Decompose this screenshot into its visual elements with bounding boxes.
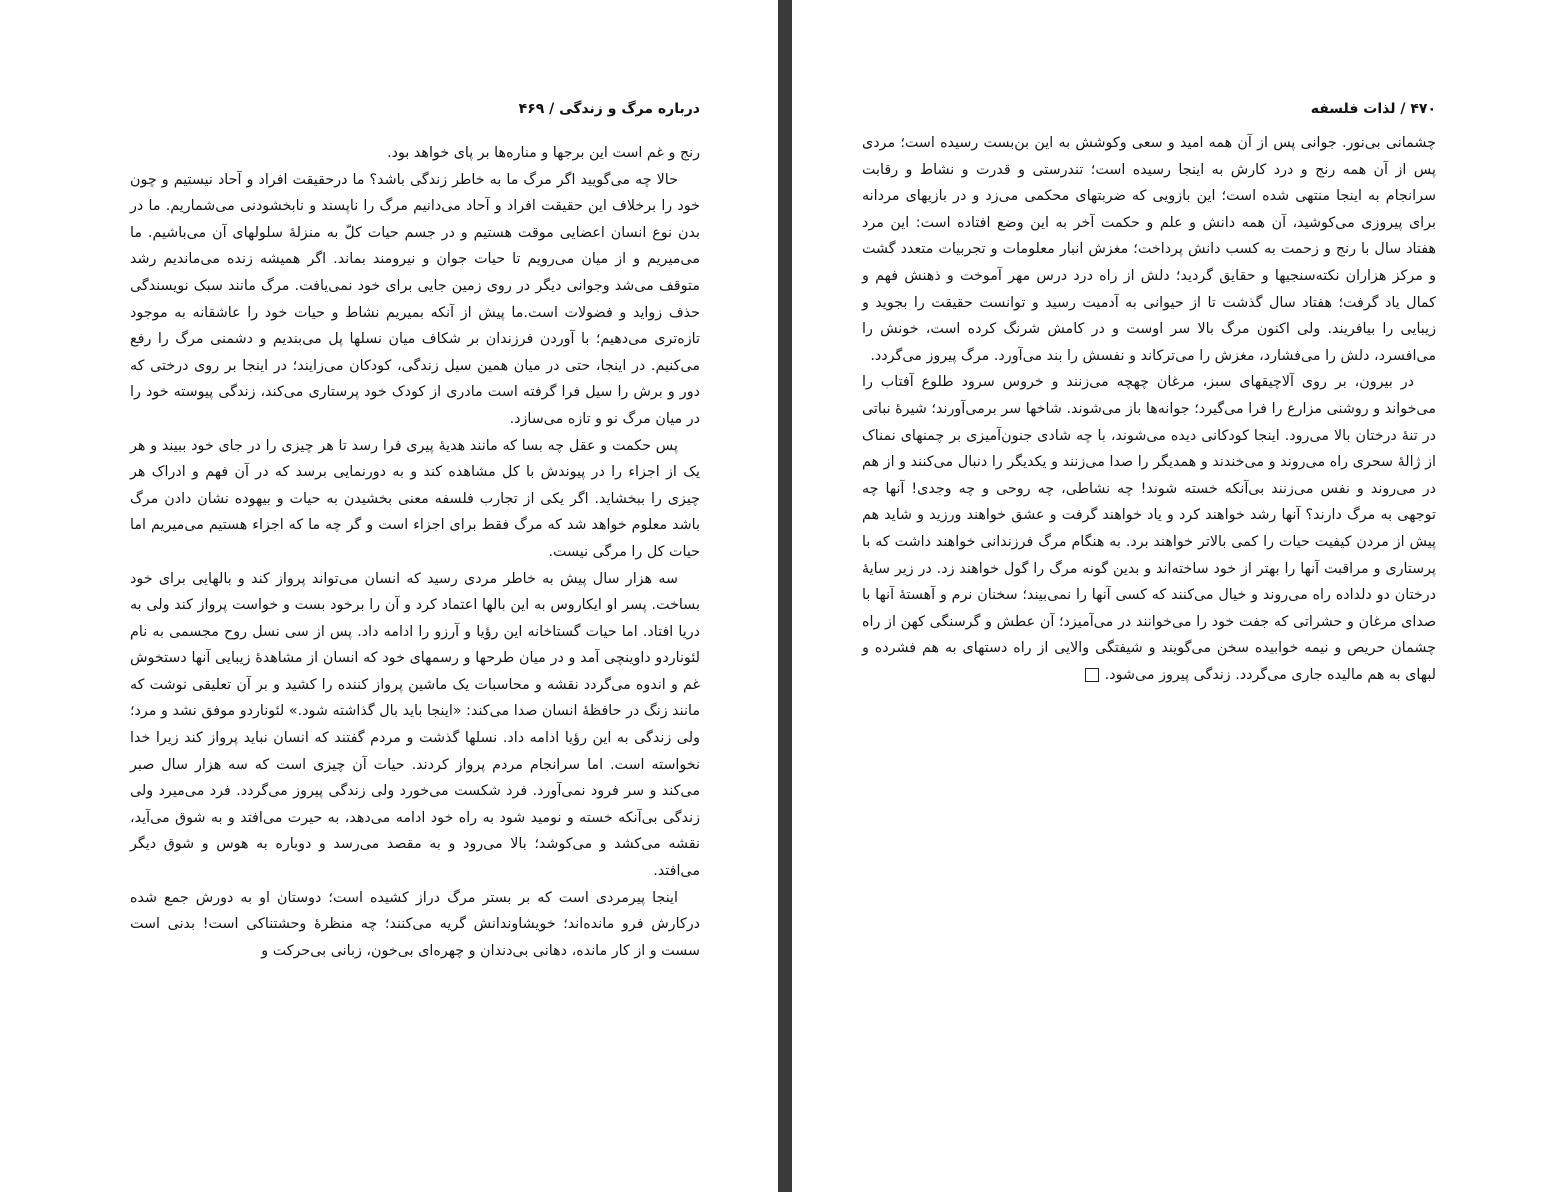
right-paragraph-2-text: در بیرون، بر روی آلاچیقهای سبز، مرغان چهچه می‌زنند و خروس سرود طلوع آفتاب را می‌خواند و روشنی مزارع را فرا می‌گیرد؛ جوانه‌ها باز می‌شوند. شاخها سر برمی‌آورند؛ شیرهٔ نباتی در تنهٔ درختان بالا می‌رود. اینجا کودکانی دیده می‌شوند، با چه شادی جنون‌آمیزی بر چمنهای نمناک از ژالهٔ سحری راه می‌روند و می‌خندند و همدیگر را صدا می‌زنند و یکدیگر را دنبال می‌کنند و از هم در می‌روند و نفس می‌زنند بی‌آنکه خسته شوند! چه نشاطی، چه روحی و چه وجدی! آنها چه توجهی به مرگ دارند؟ آنها رشد خواهند کرد و یاد خواهند گرفت و عشق خواهند ورزید و شاید هم پیش از مردن کیفیت حیات را کمی بالاتر خواهند برد. به هنگام مرگ فرزندانی خواهند داشت که با پرستاری و مراقبت آنها را بهتر از خود ساخته‌اند و بدین گونه مرگ را گول خواهند زد. در زیر سایهٔ درختان دو دلداده راه می‌روند و خیال می‌کنند که کسی آنها را نمی‌بیند؛ سخنان نرم و آهستهٔ آنها با صدای مرغان و حشراتی که جفت خود را می‌خوانند در می‌آمیزد؛ آن عطش و گرسنگی کهن از راه چشمان حریص و نیمه خوابیده سخن می‌گویند و شیفتگی والایی از راه دستهای به هم فشرده و لبهای به هم مالیده جاری می‌گردد. زندگی پیروز می‌شود. [862,374,1436,683]
left-paragraph-2: حالا چه می‌گویید اگر مرگ ما به خاطر زندگی باشد؟ ما درحقیقت افراد و آحاد نیستیم و چون خود را برخلاف این حقیقت افراد و آحاد می‌دانیم مرگ را ناپسند و نابخشودنی می‌شماریم. ما در بدن نوع انسان اعضایی موقت هستیم و در جسم حیات کلّ به منزلهٔ سلولهای آن می‌باشیم. ما می‌میریم و از میان می‌رویم تا حیات جوان و نیرومند بماند. اگر همیشه زنده می‌ماندیم رشد متوقف می‌شد وجوانی دیگر در روی زمین جایی برای خود نمی‌یافت. مرگ مانند سبک نویسندگی حذف زواید و فضولات است.ما پیش از آنکه بمیریم نشاط و حیات خود را عاشقانه به موجود تازه‌تری می‌دهیم؛ با آوردن فرزندان بر شکاف میان نسلها پل می‌بندیم و دشمنی مرگ را رفع می‌کنیم. در اینجا، حتی در میان همین سیل زندگی، کودکان می‌زایند؛ در اینجا بر روی درختی که دور و برش را سیل فرا گرفته است مادری از کودک خود پرستاری می‌کند، زندگی پیوسته خود را در میان مرگ نو و تازه می‌سازد. [130,171,700,427]
right-page-header: ۴۷۰ / لذات فلسفه [1310,101,1436,117]
end-of-chapter-mark [1085,668,1099,682]
right-paragraph-1: چشمانی بی‌نور. جوانی پس از آن همه امید و سعی وکوشش به این بن‌بست رسیده است؛ مردی پس از آن همه رنج و درد کارش به اینجا رسیده است؛ تندرستی و قدرت و نشاط و رقابت سرانجام به اینجا منتهی شده است؛ این بازویی که ضربتهای محکمی می‌زد و در بازیهای مردانه برای پیروزی می‌کوشید، آن همه دانش و علم و حکمت آخر به این وضع افتاده است: این مرد هفتاد سال با رنج و زحمت به کسب دانش پرداخت؛ مغزش انبار معلومات و تجربیات متعدد گشت و مرکز هزاران نکته‌سنجیها و حقایق گردید؛ دلش از راه درد درس مهر آموخت و ذهنش فهم و کمال یاد گرفت؛ هفتاد سال گذشت تا از حیوانی به آدمیت رسید و توانست حقیقت را بجوید و زیبایی را بیافریند. ولی اکنون مرگ بالا سر اوست و در کامش شرنگ کرده است، خونش را می‌افسرد، دلش را می‌فشارد، مغزش را می‌ترکاند و نفسش را بند می‌آورد. مرگ پیروز می‌گردد. [862,135,1436,364]
left-paragraph-4: سه هزار سال پیش به خاطر مردی رسید که انسان می‌تواند پرواز کند و بالهایی برای خود بساخت. پسر او ایکاروس به این بالها اعتماد کرد و آن را برخود بست و خواست پرواز کند ولی به دریا افتاد. اما حیات گستاخانه این رؤیا و آرزو را ادامه داد. پس از سی نسل روح مجسمی به نام لئوناردو داوینچی آمد و در میان طرحها و رسمهای خود که انسان از مشاهدهٔ زیبایی آنها دستخوش غم و اندوه می‌گردد نقشه و محاسبات یک ماشین پرواز کننده را کشید و بر آن تعلیقی نوشت که مانند زنگ در حافظهٔ انسان صدا می‌کند: «اینجا باید بال گذاشته شود.» لئوناردو موفق نشد و مرد؛ ولی زندگی به این رؤیا ادامه داد. نسلها گذشت و مردم گفتند که انسان نباید پرواز کند زیرا خدا نخواسته است. اما سرانجام مردم پرواز کردند. حیات آن چیزی است که سه هزار سال صبر می‌کند و سر فرود نمی‌آورد. فرد شکست می‌خورد ولی زندگی پیروز می‌گردد. فرد می‌میرد ولی زندگی بی‌آنکه خسته و نومید شود به راه خود ادامه می‌دهد، به حیرت می‌افتد و به شوق می‌آید، نقشه می‌کشد و می‌کوشد؛ بالا می‌رود و به مقصد می‌رسد و دوباره به هوس و شوق دیگر می‌افتد. [130,570,700,880]
left-paragraph-1: رنج و غم است این برجها و مناره‌ها بر پای خواهد بود. [387,145,700,161]
left-page-header: درباره مرگ و زندگی / ۴۶۹ [518,101,700,117]
right-paragraph-2 [862,369,1436,688]
book-gutter [778,0,792,1192]
right-page [792,0,1567,1192]
right-page-body [862,130,1436,688]
left-paragraph-5: اینجا پیرمردی است که بر بستر مرگ دراز کشیده است؛ دوستان او به دورش جمع شده درکارش فرو مانده‌اند؛ خویشاوندانش گریه می‌کنند؛ چه منظرهٔ وحشتناکی است! بدنی است سست و از کار مانده، دهانی بی‌دندان و چهره‌ای بی‌خون، زبانی بی‌حرکت و [130,889,700,959]
left-page-body [130,140,700,964]
left-paragraph-3: پس حکمت و عقل چه بسا که مانند هدیهٔ پیری فرا رسد تا هر چیزی را در جای خود ببیند و هر یک از اجزاء را در پیوندش با کل مشاهده کند و به دورنمایی برسد که در آن فهم و ادراک هر چیزی را ببخشاید. اگر یکی از تجارب فلسفه معنی بخشیدن به حیات و بیهوده نشان دادن مرگ باشد معلوم خواهد شد که مرگ فقط برای اجزاء است و گر چه ما که اجزاء هستیم می‌میریم اما حیات کل را مرگی نیست. [130,437,700,560]
left-page [0,0,778,1192]
